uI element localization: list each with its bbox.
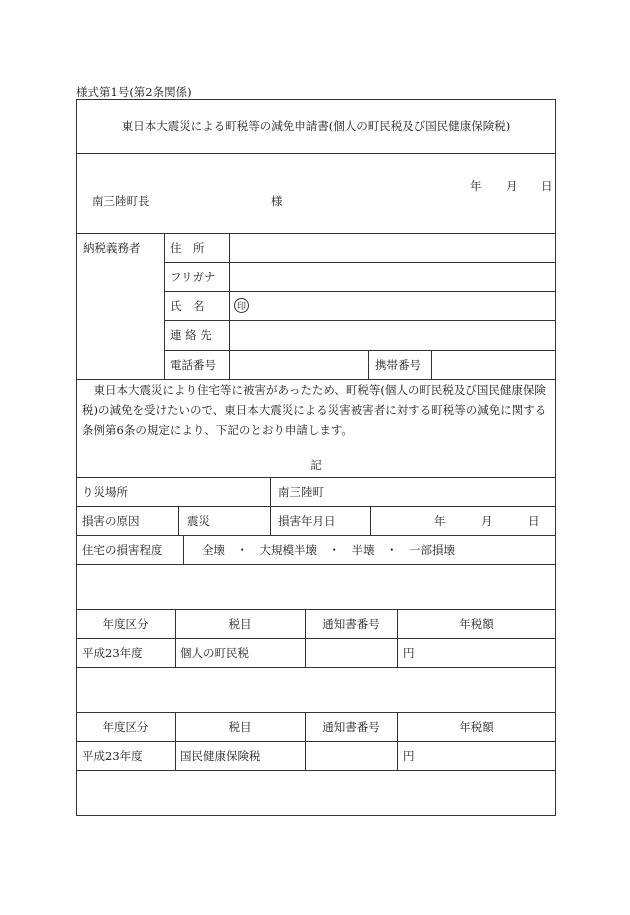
t2-row-tax-item: 国民健康保険税 [180, 748, 261, 763]
t1-row-year: 平成23年度 [82, 645, 143, 660]
t1-row-currency: 円 [403, 645, 415, 660]
phone-label: 電話番号 [170, 357, 216, 372]
damage-date-month: 月 [481, 513, 493, 528]
date-year: 年 [470, 179, 482, 193]
rule-taxpayer-label-divider [164, 233, 165, 379]
name-label: 氏 名 [170, 298, 205, 313]
name-field[interactable] [252, 292, 555, 320]
t1-row-annual-tax-field[interactable] [416, 639, 555, 667]
rule-place-divider [270, 477, 271, 535]
t1-row-tax-item: 個人の町民税 [180, 645, 249, 660]
address-field[interactable] [230, 234, 555, 262]
application-statement: 東日本大震災により住宅等に被害があったため、町税等(個人の町民税及び国民健康保険税)の減免を受けたいので、東日本大震災による災害被害者に対する町税等の減免に関する条例第6条の規定により、下記のとおり申請します。 [82, 383, 547, 437]
seal-mark [234, 291, 249, 320]
rule-cause-divider [178, 506, 179, 535]
form-title: 東日本大震災による町税等の減免申請書(個人の町民税及び国民健康保険税) [121, 119, 511, 133]
t2-row-notice-no-field[interactable] [306, 742, 396, 770]
rule-damage-date-divider [370, 506, 371, 535]
addressee-name: 南三陸町長 [92, 194, 150, 208]
furigana-label: フリガナ [170, 269, 216, 284]
phone-field[interactable] [230, 351, 367, 379]
seal-icon: 印 [234, 298, 249, 313]
disaster-place-label: り災場所 [82, 484, 128, 499]
t1-header-tax-item: 税目 [228, 616, 252, 631]
rule-table2-row-bottom [76, 770, 556, 771]
rule-degree-divider [183, 535, 184, 564]
record-heading: 記 [310, 458, 322, 472]
damage-date-label: 損害年月日 [278, 513, 336, 528]
damage-date-day: 日 [528, 513, 540, 528]
rule-phone-divider [368, 350, 369, 379]
furigana-field[interactable] [230, 263, 555, 291]
rule-title-bottom [76, 153, 556, 154]
t2-header-year-class: 年度区分 [102, 719, 149, 734]
rule-table1-row-bottom [76, 667, 556, 668]
t2-row-annual-tax-field[interactable] [416, 742, 555, 770]
damage-cause-value: 震災 [187, 513, 210, 528]
address-label: 住 所 [170, 240, 205, 255]
addressee-honorific: 様 [271, 194, 283, 208]
t1-header-notice-no: 通知書番号 [322, 616, 380, 631]
t2-row-year: 平成23年度 [82, 748, 143, 763]
form-number: 様式第1号(第2条関係) [76, 85, 192, 99]
damage-cause-label: 損害の原因 [82, 513, 140, 528]
taxpayer-label: 納税義務者 [83, 241, 141, 255]
mobile-label: 携帯番号 [375, 357, 421, 372]
damage-date-year: 年 [434, 513, 446, 528]
contact-field[interactable] [230, 321, 555, 350]
date-day: 日 [541, 179, 553, 193]
t1-header-year-class: 年度区分 [102, 616, 149, 631]
t2-header-annual-tax: 年税額 [459, 719, 494, 734]
rule-degree-bottom [76, 564, 556, 565]
t1-header-annual-tax: 年税額 [459, 616, 494, 631]
t1-row-notice-no-field[interactable] [306, 639, 396, 667]
t2-header-tax-item: 税目 [228, 719, 252, 734]
damage-degree-options[interactable]: 全壊 ・ 大規模半壊 ・ 半壊 ・ 一部損壊 [202, 542, 455, 557]
t2-row-currency: 円 [403, 748, 415, 763]
contact-label: 連 絡 先 [170, 328, 212, 342]
date-month: 月 [506, 179, 518, 193]
mobile-field[interactable] [432, 351, 555, 379]
damage-degree-label: 住宅の損害程度 [82, 542, 163, 557]
disaster-place-value: 南三陸町 [278, 484, 324, 499]
t2-header-notice-no: 通知書番号 [322, 719, 380, 734]
